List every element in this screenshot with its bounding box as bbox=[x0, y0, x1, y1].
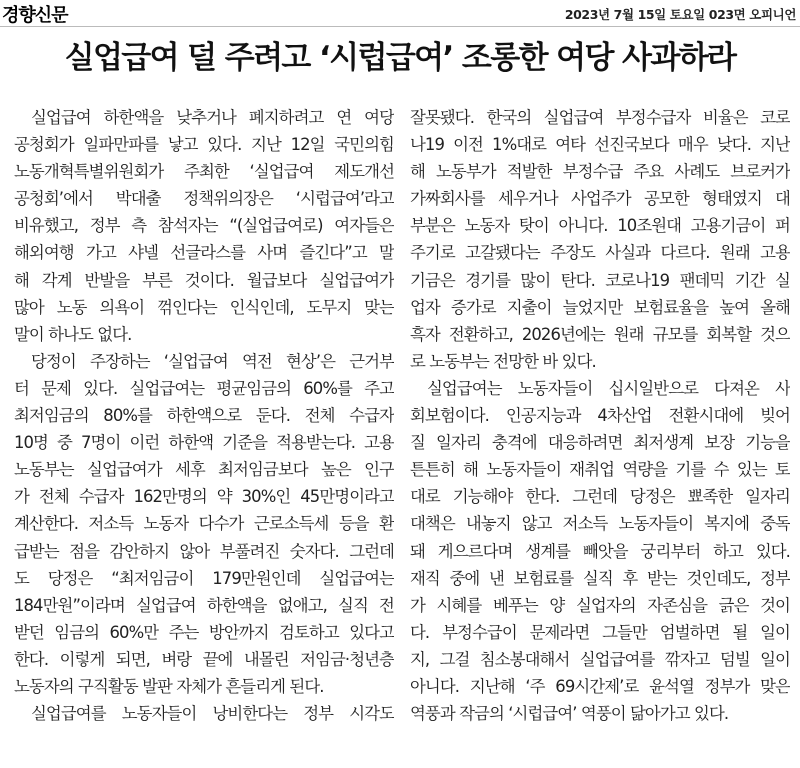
text-line: 가 전체 수급자 162만명의 약 30%인 45만명이라고 bbox=[14, 487, 394, 507]
article-column-right bbox=[410, 104, 790, 727]
text-line: 비유했고, 정부 측 참석자는 “(실업급여로) 여자들은 bbox=[14, 216, 394, 236]
text-line: 가 시혜를 베푸는 양 실업자의 자존심을 긁은 것이 bbox=[410, 595, 790, 615]
text-line: 급받는 점을 감안하지 않아 부풀려진 숫자다. 그런데 bbox=[14, 541, 394, 561]
text-line: 다. 부정수급이 문제라면 그들만 엄벌하면 될 일이 bbox=[410, 622, 790, 642]
text-line: 튼튼히 해 노동자들이 재취업 역량을 기를 수 있는 토 bbox=[410, 460, 790, 480]
newspaper-logo[interactable]: 경향신문 bbox=[2, 5, 68, 26]
text-line: 말이 하나도 없다. bbox=[14, 324, 132, 344]
text-line: 터 문제 있다. 실업급여는 평균임금의 60%를 주고 bbox=[14, 378, 394, 398]
text-line: 지, 그걸 침소봉대해서 실업급여를 깎자고 덤빌 일이 bbox=[410, 649, 790, 669]
text-line: 당정이 주장하는 ‘실업급여 역전 현상’은 근거부 bbox=[31, 351, 394, 371]
text-line: 질 일자리 충격에 대응하려면 최저생계 보장 기능을 bbox=[410, 433, 790, 453]
text-line: 10명 중 7명이 이런 하한액 기준을 적용받는다. 고용 bbox=[14, 433, 394, 453]
text-line: 나19 이전 1%대로 여타 선진국보다 매우 낮다. 지난 bbox=[410, 135, 790, 155]
text-line: 많아 노동 의욕이 꺾인다는 인식인데, 도무지 맞는 bbox=[14, 297, 394, 317]
header-divider bbox=[0, 26, 800, 27]
text-line: 로 노동부는 전망한 바 있다. bbox=[410, 351, 596, 371]
text-line: 잘못됐다. 한국의 실업급여 부정수급자 비율은 코로 bbox=[410, 108, 790, 127]
text-line: 한다. 이렇게 되면, 벼랑 끝에 내몰린 저임금·청년층 bbox=[14, 649, 394, 669]
text-line: 해 노동부가 적발한 부정수급 주요 사례도 브로커가 bbox=[410, 162, 790, 182]
text-line: 흑자 전환하고, 2026년에는 원래 규모를 회복할 것으 bbox=[410, 324, 790, 344]
text-line: 기금은 경기를 많이 탄다. 코로나19 팬데믹 기간 실 bbox=[410, 270, 790, 290]
text-line: 재직 중에 낸 보험료를 실직 후 받는 것인데도, 정부 bbox=[410, 568, 790, 588]
text-line: 노동부는 실업급여가 세후 최저임금보다 높은 인구 bbox=[14, 460, 394, 480]
text-line: 업자 증가로 지출이 늘었지만 보험료율을 높여 올해 bbox=[410, 297, 790, 317]
text-line: 가짜회사를 세우거나 사업주가 공모한 형태였지 대 bbox=[410, 189, 790, 209]
article-column-left bbox=[14, 104, 394, 727]
text-line: 실업급여 하한액을 낮추거나 폐지하려고 연 여당 bbox=[31, 108, 394, 127]
text-line: 실업급여는 노동자들이 십시일반으로 다져온 사 bbox=[427, 378, 790, 398]
text-line: 공청회가 일파만파를 낳고 있다. 지난 12일 국민의힘 bbox=[14, 135, 394, 155]
text-line: 부분은 노동자 탓이 아니다. 10조원대 고용기금이 퍼 bbox=[410, 216, 790, 236]
text-line: 공청회’에서 박대출 정책위의장은 ‘시럽급여’라고 bbox=[14, 189, 394, 209]
text-line: 계산한다. 저소득 노동자 다수가 근로소득세 등을 환 bbox=[14, 514, 394, 534]
text-line: 아니다. 지난해 ‘주 69시간제’로 윤석열 정부가 맞은 bbox=[410, 676, 790, 696]
text-line: 돼 게으르다며 생계를 빼앗을 궁리부터 하고 있다. bbox=[410, 541, 790, 561]
text-line: 184만원”이라며 실업급여 하한액을 없애고, 실직 전 bbox=[14, 595, 394, 615]
text-line: 회보험이다. 인공지능과 4차산업 전환시대에 빚어 bbox=[410, 406, 790, 426]
text-line: 해 각계 반발을 부른 것이다. 월급보다 실업급여가 bbox=[14, 270, 394, 290]
dateline: 2023년 7월 15일 토요일 023면 오피니언 bbox=[564, 7, 796, 22]
text-line: 해외여행 가고 샤넬 선글라스를 사며 즐긴다”고 말 bbox=[14, 243, 394, 263]
text-line: 도 당정은 “최저임금이 179만원인데 실업급여는 bbox=[14, 568, 394, 588]
text-line: 노동개혁특별위원회가 주최한 ‘실업급여 제도개선 bbox=[14, 162, 394, 182]
text-line: 주기로 고갈됐다는 주장도 사실과 다르다. 원래 고용 bbox=[410, 243, 790, 263]
text-line: 역풍과 작금의 ‘시럽급여’ 역풍이 닮아가고 있다. bbox=[410, 704, 729, 724]
article-headline: 실업급여 덜 주려고 ‘시럽급여’ 조롱한 여당 사과하라 bbox=[64, 40, 736, 76]
text-line: 대책은 내놓지 않고 저소득 노동자들이 복지에 중독 bbox=[410, 514, 790, 534]
text-line: 받던 임금의 60%만 주는 방안까지 검토하고 있다고 bbox=[14, 622, 394, 642]
masthead bbox=[0, 0, 800, 26]
text-line: 대로 기능해야 한다. 그런데 당정은 뾰족한 일자리 bbox=[410, 487, 790, 507]
text-line: 최저임금의 80%를 하한액으로 둔다. 전체 수급자 bbox=[14, 406, 394, 426]
text-line: 실업급여를 노동자들이 낭비한다는 정부 시각도 bbox=[31, 704, 394, 724]
text-line: 노동자의 구직활동 발판 자체가 흔들리게 된다. bbox=[14, 676, 324, 696]
